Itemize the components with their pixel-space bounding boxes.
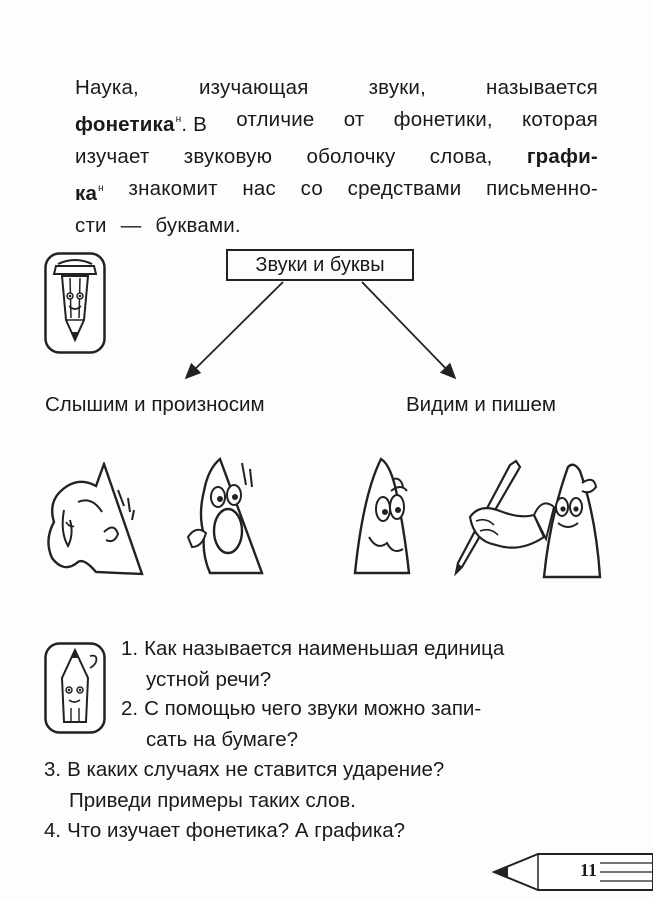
term-graphics-part1: графи- <box>526 145 598 168</box>
ear-character-icon <box>44 462 154 582</box>
diagram-arrows <box>170 280 470 390</box>
intro-line-3: изучает звуковую оболочку слова, графи- <box>75 141 598 173</box>
question-2: 2. С помощью чего звуки можно запи- сать на бумаге? <box>121 697 482 751</box>
page-number: 11 <box>580 860 598 880</box>
mouth-character-icon <box>180 455 270 580</box>
question-3: 3. В каких случаях не ставится ударение? Приведи примеры таких слов. <box>44 758 445 812</box>
arrow-left <box>186 282 283 378</box>
question-1: 1. Как называется наименьшая единица устной речи? <box>121 637 505 691</box>
diagram-root-box: Звуки и буквы <box>226 249 414 281</box>
writing-hand-character-icon <box>450 457 610 582</box>
question-4: 4. Что изучает фонетика? А графика? <box>44 819 406 842</box>
term-graphics-part2: ка <box>75 182 98 205</box>
intro-line-5: сти — буквами. <box>75 214 241 237</box>
eye-character-icon <box>345 455 425 580</box>
pencil-footer-icon <box>490 850 653 894</box>
pencil-question-icon <box>44 642 106 734</box>
label-hear-speak: Слышим и произносим <box>45 393 265 416</box>
intro-paragraph <box>75 72 598 242</box>
intro-line-2: фонетика$^н$. В отличие от фонетики, которая <box>75 108 598 136</box>
label-see-write: Видим и пишем <box>406 393 556 416</box>
intro-line-1: Наука, изучающая звуки, называется <box>75 76 598 99</box>
pencil-icon <box>44 252 106 354</box>
term-phonetics: фонетика <box>75 113 175 136</box>
intro-line-4: $ка^н$ знакомит нас со средствами письменно- <box>75 177 598 205</box>
arrow-right <box>362 282 455 378</box>
